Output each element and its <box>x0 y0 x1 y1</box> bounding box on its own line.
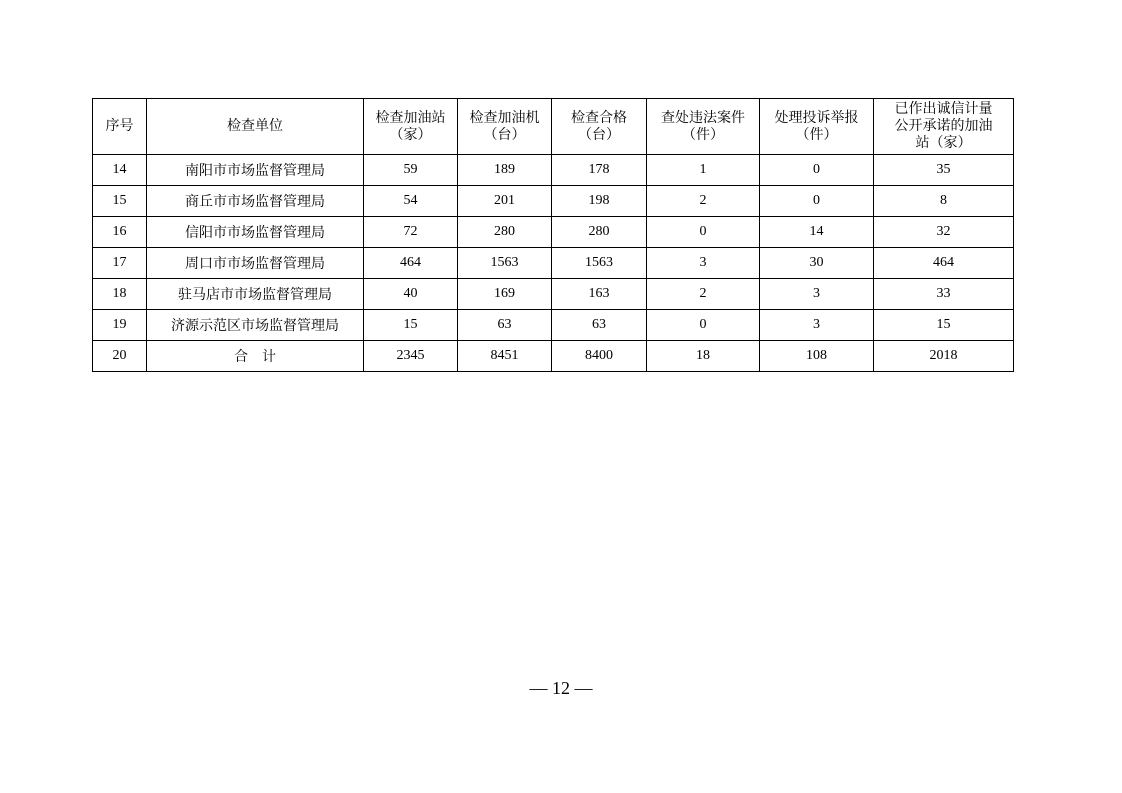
cell-complaints: 14 <box>760 217 874 248</box>
cell-commitments: 15 <box>874 310 1014 341</box>
header-serial-number: 序号 <box>93 99 147 155</box>
cell-unit: 商丘市市场监督管理局 <box>147 186 364 217</box>
cell-commitments: 2018 <box>874 341 1014 372</box>
cell-cases: 0 <box>647 310 760 341</box>
header-violation-cases: 查处违法案件 （件） <box>647 99 760 155</box>
table-header-row <box>93 99 1014 155</box>
header-dispensers-qualified: 检查合格 （台） <box>552 99 647 155</box>
cell-qualified: 63 <box>552 310 647 341</box>
cell-stations: 15 <box>364 310 458 341</box>
cell-dispensers: 169 <box>458 279 552 310</box>
cell-serial: 19 <box>93 310 147 341</box>
cell-cases: 18 <box>647 341 760 372</box>
cell-dispensers: 63 <box>458 310 552 341</box>
cell-commitments: 464 <box>874 248 1014 279</box>
cell-cases: 2 <box>647 279 760 310</box>
cell-complaints: 0 <box>760 186 874 217</box>
cell-cases: 0 <box>647 217 760 248</box>
cell-qualified: 280 <box>552 217 647 248</box>
header-stations-inspected: 检查加油站 （家） <box>364 99 458 155</box>
cell-unit: 南阳市市场监督管理局 <box>147 155 364 186</box>
table-row <box>93 217 1014 248</box>
cell-serial: 15 <box>93 186 147 217</box>
cell-serial: 17 <box>93 248 147 279</box>
cell-dispensers: 201 <box>458 186 552 217</box>
cell-complaints: 108 <box>760 341 874 372</box>
cell-dispensers: 189 <box>458 155 552 186</box>
cell-stations: 54 <box>364 186 458 217</box>
table-row <box>93 248 1014 279</box>
cell-qualified: 1563 <box>552 248 647 279</box>
cell-serial: 14 <box>93 155 147 186</box>
cell-qualified: 198 <box>552 186 647 217</box>
cell-qualified: 163 <box>552 279 647 310</box>
cell-stations: 464 <box>364 248 458 279</box>
table-row <box>93 155 1014 186</box>
cell-stations: 2345 <box>364 341 458 372</box>
cell-dispensers: 280 <box>458 217 552 248</box>
cell-unit: 信阳市市场监督管理局 <box>147 217 364 248</box>
cell-stations: 40 <box>364 279 458 310</box>
cell-commitments: 35 <box>874 155 1014 186</box>
cell-serial: 20 <box>93 341 147 372</box>
cell-unit: 驻马店市市场监督管理局 <box>147 279 364 310</box>
table-row <box>93 279 1014 310</box>
cell-dispensers: 1563 <box>458 248 552 279</box>
cell-complaints: 0 <box>760 155 874 186</box>
cell-cases: 3 <box>647 248 760 279</box>
page-number: — 12 — <box>529 678 593 698</box>
cell-unit: 济源示范区市场监督管理局 <box>147 310 364 341</box>
inspection-statistics-table <box>92 98 1014 372</box>
cell-complaints: 3 <box>760 310 874 341</box>
cell-unit: 周口市市场监督管理局 <box>147 248 364 279</box>
cell-complaints: 3 <box>760 279 874 310</box>
cell-stations: 72 <box>364 217 458 248</box>
cell-cases: 1 <box>647 155 760 186</box>
cell-qualified: 8400 <box>552 341 647 372</box>
header-complaints-handled: 处理投诉举报 （件） <box>760 99 874 155</box>
header-inspection-unit: 检查单位 <box>147 99 364 155</box>
cell-stations: 59 <box>364 155 458 186</box>
cell-commitments: 32 <box>874 217 1014 248</box>
cell-commitments: 8 <box>874 186 1014 217</box>
cell-commitments: 33 <box>874 279 1014 310</box>
cell-serial: 18 <box>93 279 147 310</box>
cell-dispensers: 8451 <box>458 341 552 372</box>
cell-cases: 2 <box>647 186 760 217</box>
cell-unit: 合 计 <box>147 341 364 372</box>
table-total-row <box>93 341 1014 372</box>
header-dispensers-inspected: 检查加油机 （台） <box>458 99 552 155</box>
cell-serial: 16 <box>93 217 147 248</box>
table-row <box>93 186 1014 217</box>
cell-qualified: 178 <box>552 155 647 186</box>
table-row <box>93 310 1014 341</box>
cell-complaints: 30 <box>760 248 874 279</box>
header-integrity-commitment-stations: 已作出诚信计量 公开承诺的加油 站（家） <box>874 99 1014 155</box>
